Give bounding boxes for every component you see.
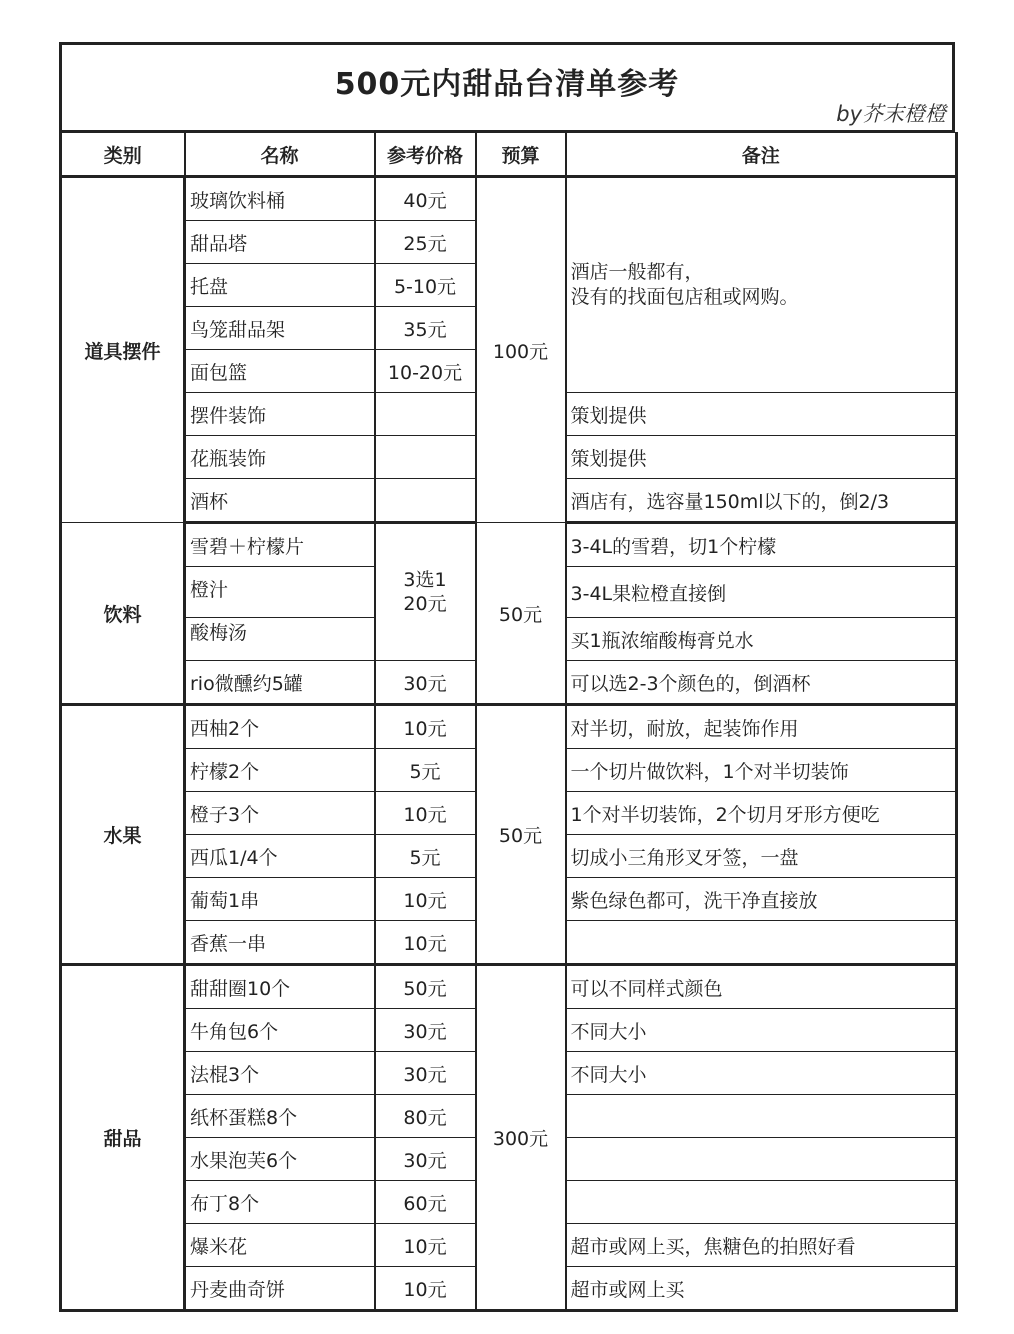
note-line: 酒店一般都有， xyxy=(570,261,704,283)
table-row xyxy=(61,177,957,221)
item-name: 柠檬2个 xyxy=(185,749,375,792)
item-name: 西柚2个 xyxy=(185,705,375,749)
item-price xyxy=(375,436,476,479)
item-note: 紫色绿色都可，洗干净直接放 xyxy=(566,878,957,921)
item-name: 雪碧＋柠檬片 xyxy=(185,523,375,567)
item-price: 30元 xyxy=(375,1138,476,1181)
header-category: 类别 xyxy=(61,133,185,177)
item-price xyxy=(375,479,476,523)
item-price: 10元 xyxy=(375,878,476,921)
item-note: 1个对半切装饰，2个切月牙形方便吃 xyxy=(566,792,957,835)
header-price: 参考价格 xyxy=(375,133,476,177)
page-title: 500元内甜品台清单参考 xyxy=(334,67,680,102)
category-cell: 道具摆件 xyxy=(61,177,185,523)
item-note: 一个切片做饮料，1个对半切装饰 xyxy=(566,749,957,792)
item-note: 不同大小 xyxy=(566,1009,957,1052)
header-budget: 预算 xyxy=(476,133,566,177)
checklist-table xyxy=(59,132,958,1312)
category-cell: 水果 xyxy=(61,705,185,965)
item-note: 3-4L果粒橙直接倒 xyxy=(566,567,957,618)
header-note: 备注 xyxy=(566,133,957,177)
budget-cell: 50元 xyxy=(476,523,566,705)
item-name: 牛角包6个 xyxy=(185,1009,375,1052)
item-note: 策划提供 xyxy=(566,436,957,479)
item-note: 策划提供 xyxy=(566,393,957,436)
price-line: 3选1 xyxy=(403,569,447,591)
price-line: 20元 xyxy=(403,593,447,615)
item-price xyxy=(375,393,476,436)
item-name: 葡萄1串 xyxy=(185,878,375,921)
item-price: 35元 xyxy=(375,307,476,350)
item-name: 橙汁 xyxy=(185,567,375,618)
item-price: 10元 xyxy=(375,921,476,965)
item-price: 5元 xyxy=(375,749,476,792)
item-price: 50元 xyxy=(375,965,476,1009)
table-row xyxy=(61,705,957,749)
item-note: 3-4L的雪碧，切1个柠檬 xyxy=(566,523,957,567)
category-cell: 甜品 xyxy=(61,965,185,1311)
item-price: 40元 xyxy=(375,177,476,221)
item-price: 10元 xyxy=(375,1267,476,1311)
item-note: 可以选2-3个颜色的，倒酒杯 xyxy=(566,661,957,705)
item-name: 橙子3个 xyxy=(185,792,375,835)
item-note: 切成小三角形叉牙签，一盘 xyxy=(566,835,957,878)
table-row xyxy=(61,523,957,567)
item-name: 玻璃饮料桶 xyxy=(185,177,375,221)
item-price: 30元 xyxy=(375,1009,476,1052)
item-name: 酸梅汤 xyxy=(185,618,375,661)
item-name: 西瓜1/4个 xyxy=(185,835,375,878)
table-row xyxy=(61,965,957,1009)
category-cell: 饮料 xyxy=(61,523,185,705)
item-price: 5-10元 xyxy=(375,264,476,307)
item-name: 水果泡芙6个 xyxy=(185,1138,375,1181)
header-name: 名称 xyxy=(185,133,375,177)
item-price: 10元 xyxy=(375,1224,476,1267)
item-name: 丹麦曲奇饼 xyxy=(185,1267,375,1311)
item-name: 法棍3个 xyxy=(185,1052,375,1095)
budget-cell: 100元 xyxy=(476,177,566,523)
item-name: 花瓶装饰 xyxy=(185,436,375,479)
shared-price-cell xyxy=(375,523,476,661)
item-price: 30元 xyxy=(375,1052,476,1095)
item-note xyxy=(566,1181,957,1224)
note-line: 没有的找面包店租或网购。 xyxy=(570,286,799,308)
item-name: 摆件装饰 xyxy=(185,393,375,436)
item-name: 纸杯蛋糕8个 xyxy=(185,1095,375,1138)
item-note: 对半切，耐放，起装饰作用 xyxy=(566,705,957,749)
item-note: 可以不同样式颜色 xyxy=(566,965,957,1009)
item-name: 甜品塔 xyxy=(185,221,375,264)
item-name: 酒杯 xyxy=(185,479,375,523)
item-price: 80元 xyxy=(375,1095,476,1138)
item-price: 10元 xyxy=(375,705,476,749)
item-price: 60元 xyxy=(375,1181,476,1224)
item-note xyxy=(566,1138,957,1181)
budget-cell: 50元 xyxy=(476,705,566,965)
dessert-table-sheet xyxy=(59,42,955,1312)
author-signature: by芥末橙橙 xyxy=(836,102,946,126)
item-note: 不同大小 xyxy=(566,1052,957,1095)
item-note: 超市或网上买 xyxy=(566,1267,957,1311)
item-price: 5元 xyxy=(375,835,476,878)
table-header-row xyxy=(61,133,957,177)
item-name: 甜甜圈10个 xyxy=(185,965,375,1009)
item-name: rio微醺约5罐 xyxy=(185,661,375,705)
item-name: 鸟笼甜品架 xyxy=(185,307,375,350)
item-name: 面包篮 xyxy=(185,350,375,393)
item-price: 10元 xyxy=(375,792,476,835)
item-price: 30元 xyxy=(375,661,476,705)
item-note: 买1瓶浓缩酸梅膏兑水 xyxy=(566,618,957,661)
title-box xyxy=(59,42,955,132)
budget-cell: 300元 xyxy=(476,965,566,1311)
item-name: 爆米花 xyxy=(185,1224,375,1267)
item-note: 超市或网上买，焦糖色的拍照好看 xyxy=(566,1224,957,1267)
item-note xyxy=(566,921,957,965)
item-name: 香蕉一串 xyxy=(185,921,375,965)
shared-note-cell xyxy=(566,177,957,393)
item-note: 酒店有，选容量150ml以下的，倒2/3 xyxy=(566,479,957,523)
item-name: 布丁8个 xyxy=(185,1181,375,1224)
item-price: 25元 xyxy=(375,221,476,264)
item-price: 10-20元 xyxy=(375,350,476,393)
item-note xyxy=(566,1095,957,1138)
item-name: 托盘 xyxy=(185,264,375,307)
